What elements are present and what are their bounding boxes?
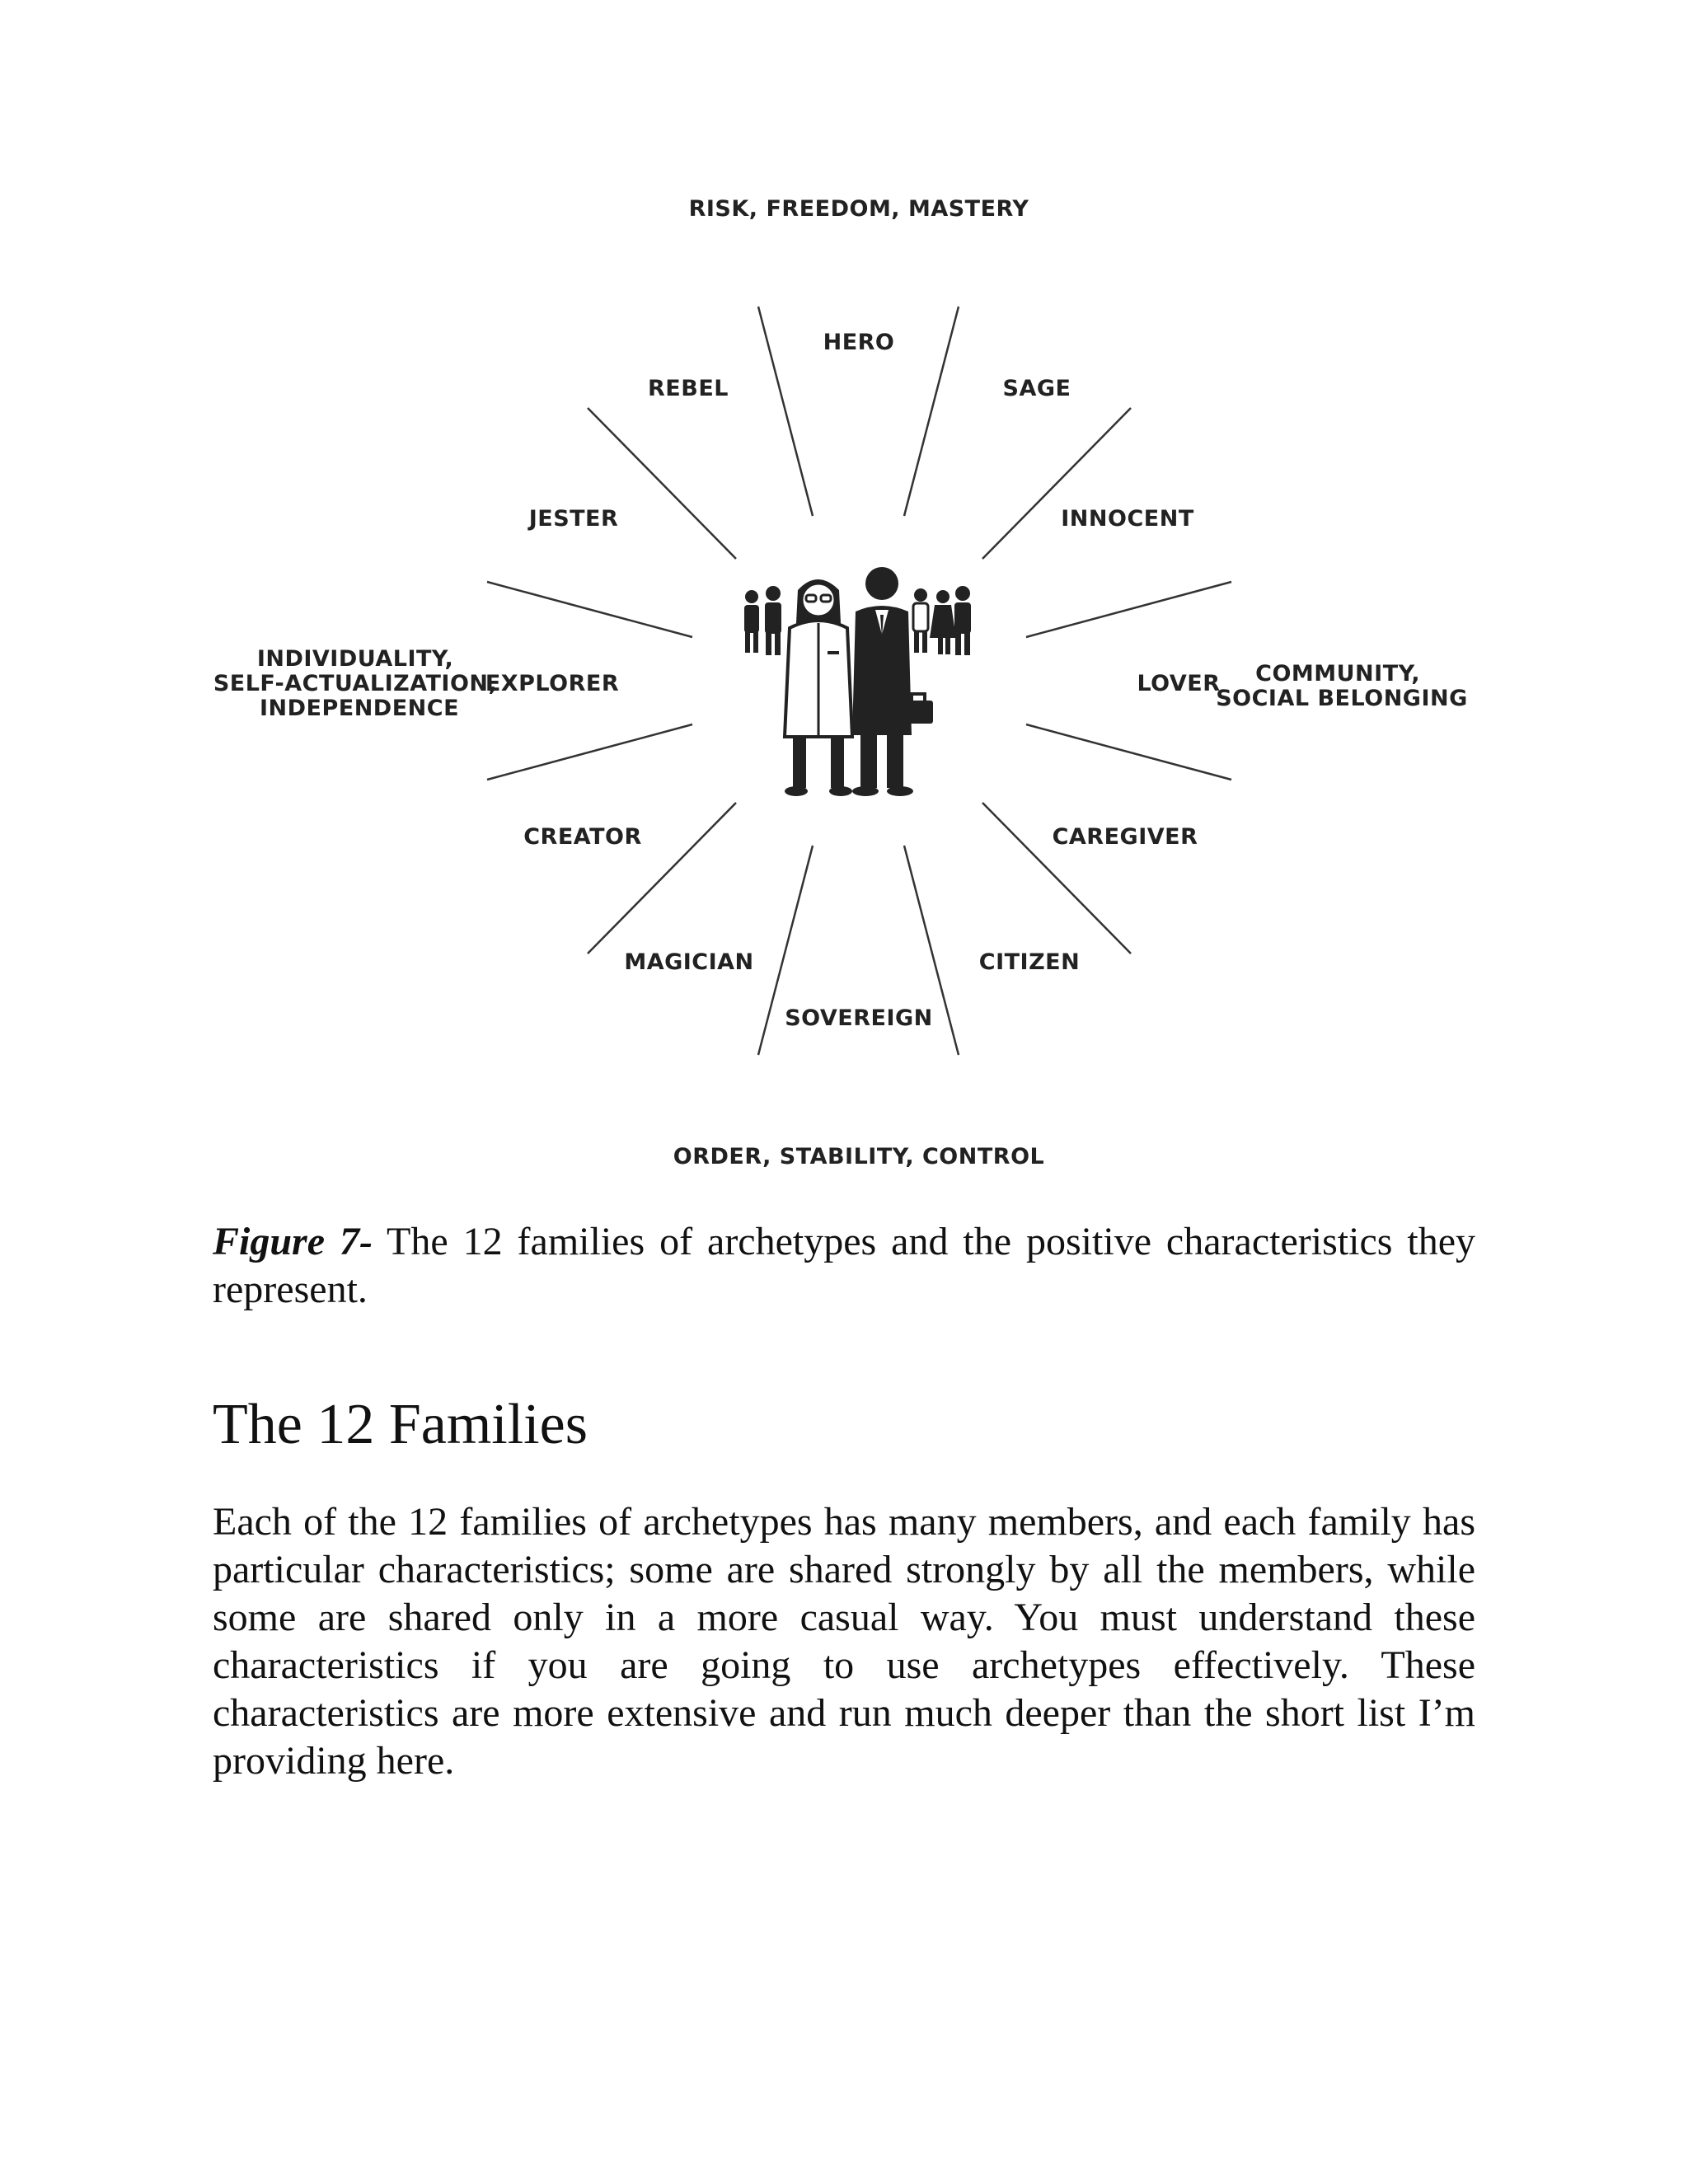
- archetype-label-hero: HERO: [823, 330, 895, 355]
- figure-caption-text: The 12 families of archetypes and the positive characteristics they represent.: [213, 1220, 1476, 1311]
- archetype-label-rebel: REBEL: [648, 376, 729, 401]
- archetype-label-citizen: CITIZEN: [978, 949, 1081, 975]
- body-paragraph: Each of the 12 families of archetypes has many members, and each family has particular characteristics; some are shared strongly by all the members, while some are shared only in a more casual way. You must understand these characteristics if you are going to use archetypes effectively. These characteristics are more extensive and run much deeper than the short list I’m providing here.: [213, 1500, 1475, 1783]
- spoke-line: [588, 408, 736, 559]
- figure-caption: [213, 1218, 1475, 1314]
- archetype-label-jester: JESTER: [528, 506, 619, 532]
- spoke-line: [1026, 582, 1231, 637]
- spoke-line: [487, 724, 692, 780]
- spoke-line: [1026, 724, 1231, 780]
- top-axis-label: RISK, FREEDOM, MASTERY: [688, 196, 1029, 222]
- left-axis-label: INDIVIDUALITY, SELF-ACTUALIZATION, INDEPENDENCE: [213, 646, 498, 721]
- spoke-line: [758, 307, 813, 516]
- right-axis-label: COMMUNITY, SOCIAL BELONGING: [1216, 661, 1468, 711]
- archetype-label-magician: MAGICIAN: [624, 949, 754, 975]
- spoke-line: [982, 408, 1131, 559]
- archetype-label-explorer: EXPLORER: [485, 671, 620, 696]
- archetype-label-caregiver: CAREGIVER: [1052, 824, 1198, 850]
- archetype-label-sovereign: SOVEREIGN: [785, 1005, 933, 1031]
- section-heading: The 12 Families: [213, 1393, 588, 1456]
- bottom-axis-label: ORDER, STABILITY, CONTROL: [673, 1144, 1045, 1169]
- figure-caption-label: Figure 7-: [213, 1220, 373, 1263]
- archetype-label-sage: SAGE: [1002, 376, 1071, 401]
- archetype-label-lover: LOVER: [1137, 671, 1221, 696]
- spoke-line: [904, 307, 959, 516]
- archetype-label-innocent: INNOCENT: [1061, 506, 1194, 532]
- spoke-line: [487, 582, 692, 637]
- archetype-label-creator: CREATOR: [523, 824, 642, 850]
- people-group-icon: [744, 567, 971, 796]
